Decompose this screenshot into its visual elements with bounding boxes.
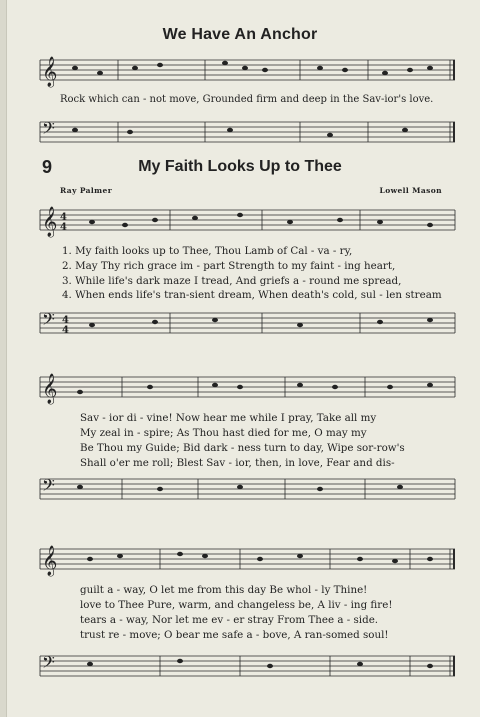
hymn-number: 9 xyxy=(42,157,53,177)
system1-lyric-3: 3. While life's dark maze I tread, And griefs a - round me spread, xyxy=(62,275,402,287)
system1-treble xyxy=(40,210,455,230)
composer-credit: Lowell Mason xyxy=(379,186,442,195)
system1-bass xyxy=(40,313,455,333)
bass-clef-icon: 𝄢 xyxy=(42,309,55,333)
system3-treble xyxy=(40,549,455,569)
system3-lyric-1: guilt a - way, O let me from this day Be whol - ly Thine! xyxy=(80,584,368,596)
treble-clef-icon: 𝄞 xyxy=(42,546,58,576)
system2-bass xyxy=(40,479,455,499)
bass-clef-icon: 𝄢 xyxy=(42,475,55,499)
svg-text:4: 4 xyxy=(60,212,67,223)
system1-lyric-2: 2. May Thy rich grace im - part Strength to my faint - ing heart, xyxy=(62,260,396,272)
system2-lyric-3: Be Thou my Guide; Bid dark - ness turn to day, Wipe sor-row's xyxy=(80,442,405,454)
bass-clef-icon: 𝄢 xyxy=(42,652,55,676)
hymn-title-top: We Have An Anchor xyxy=(162,26,318,43)
system3-lyric-4: trust re - move; O bear me safe a - bove, A ran-somed soul! xyxy=(80,629,389,641)
system2-lyric-4: Shall o'er me roll; Blest Sav - ior, then, in love, Fear and dis- xyxy=(80,457,395,469)
svg-text:4: 4 xyxy=(62,315,69,326)
treble-clef-icon: 𝄞 xyxy=(42,207,58,237)
system2-lyric-2: My zeal in - spire; As Thou hast died for me, O may my xyxy=(80,427,367,439)
noteheads xyxy=(72,61,433,668)
treble-clef-icon: 𝄞 xyxy=(42,374,58,404)
system1-lyric-1: 1. My faith looks up to Thee, Thou Lamb of Cal - va - ry, xyxy=(62,245,353,257)
system3-lyric-3: tears a - way, Nor let me ev - er stray From Thee a - side. xyxy=(80,614,379,626)
hymn-title: My Faith Looks Up to Thee xyxy=(138,158,342,175)
top-hymn-lyric: Rock which can - not move, Grounded firm and deep in the Sav-ior's love. xyxy=(60,94,434,105)
lyricist-credit: Ray Palmer xyxy=(60,186,113,195)
system3-lyric-2: love to Thee Pure, warm, and changeless be, A liv - ing fire! xyxy=(80,599,393,611)
svg-text:4: 4 xyxy=(60,222,67,233)
system3-bass xyxy=(40,656,455,676)
top-staff-treble xyxy=(40,60,455,80)
system1-lyric-4: 4. When ends life's tran-sient dream, When death's cold, sul - len stream xyxy=(62,289,442,301)
svg-text:4: 4 xyxy=(62,325,69,336)
system2-lyric-1: Sav - ior di - vine! Now hear me while I pray, Take all my xyxy=(80,412,377,424)
bass-clef-icon: 𝄢 xyxy=(42,118,55,142)
top-staff-bass xyxy=(40,122,455,142)
treble-clef-icon: 𝄞 xyxy=(42,57,58,87)
